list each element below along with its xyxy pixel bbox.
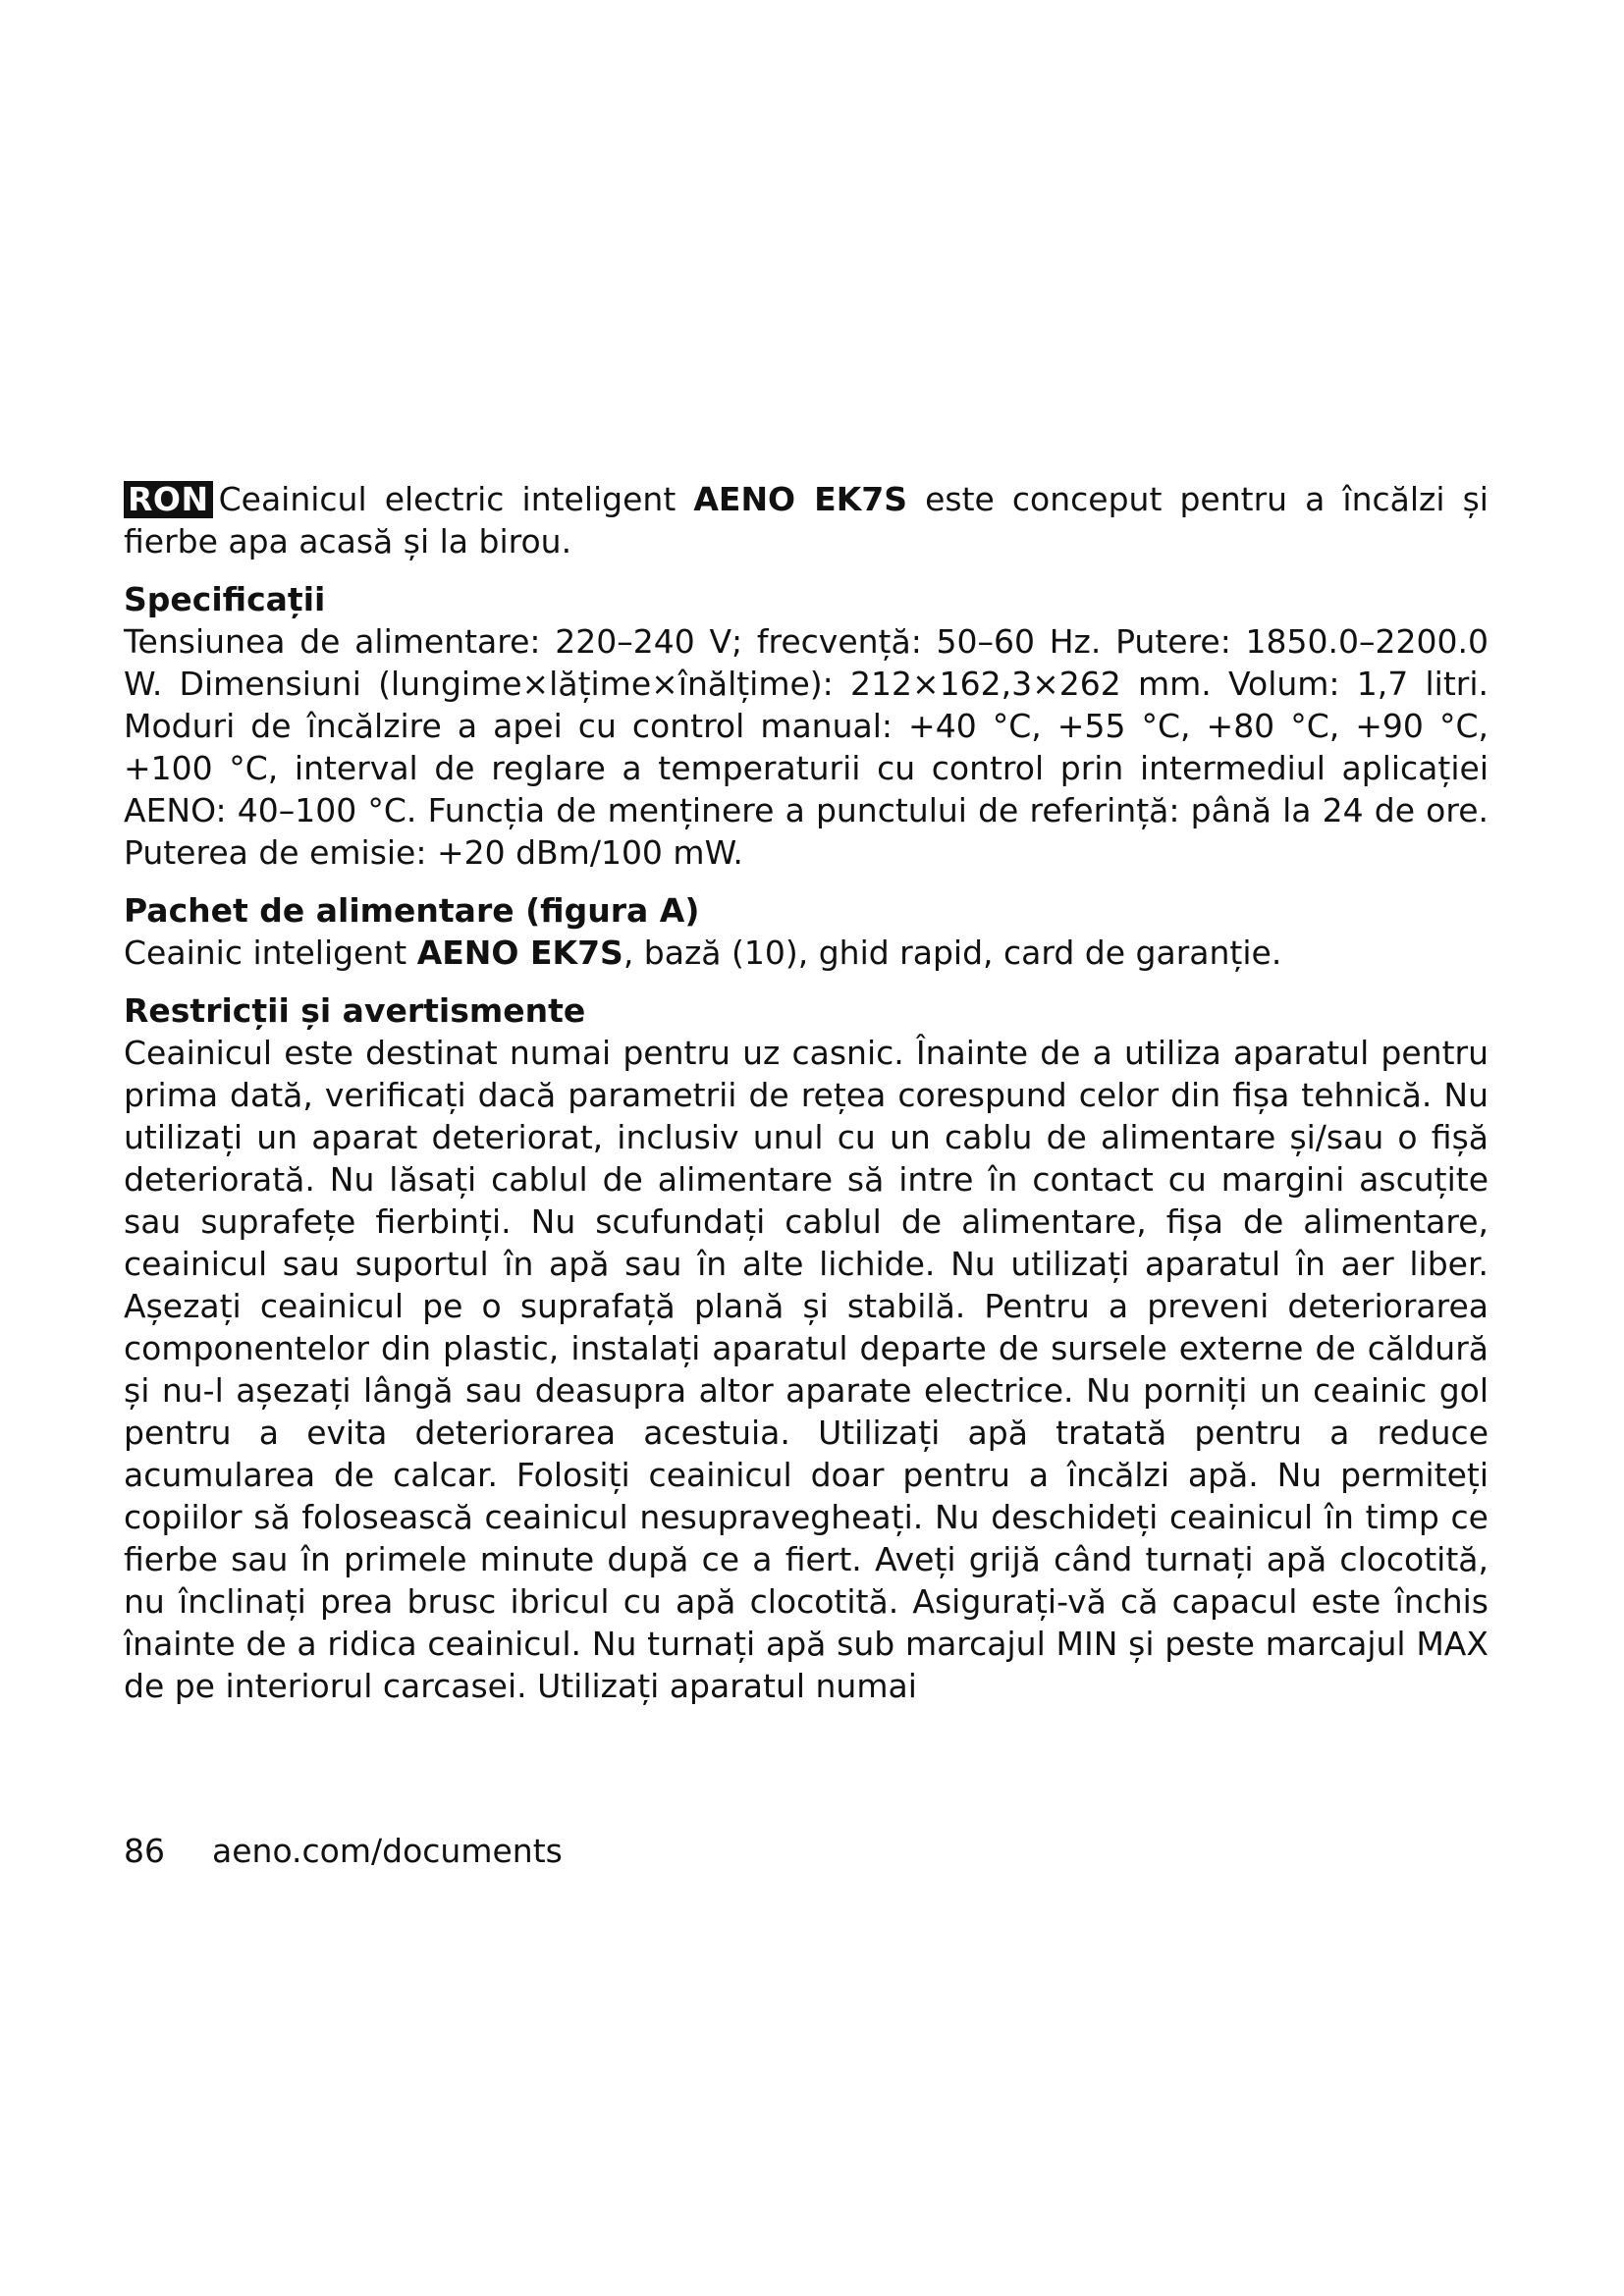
intro-paragraph — [124, 478, 1489, 562]
page-number: 86 — [124, 1832, 165, 1870]
warnings-section — [124, 989, 1489, 1707]
page-footer — [124, 1830, 563, 1872]
package-text-before: Ceainic inteligent — [124, 934, 417, 972]
warnings-heading: Restricții și avertismente — [124, 991, 586, 1030]
intro-text-before: Ceainicul electric inteligent — [218, 480, 694, 518]
language-badge: RON — [124, 481, 213, 518]
package-section — [124, 889, 1489, 974]
footer-url: aeno.com/documents — [212, 1832, 563, 1870]
package-text — [124, 932, 1489, 974]
package-model-name: AENO EK7S — [416, 934, 623, 972]
specifications-heading: Specificații — [124, 580, 326, 618]
warnings-text: Ceainicul este destinat numai pentru uz casnic. Înainte de a utiliza aparatul pentru prima dată, verificați dacă parametrii de rețea corespund celor din fișa tehnică. Nu utilizați un aparat deteriorat, inclusiv unul cu un cablu de alimentare și/sau o fișă deteriorată. Nu lăsați cablul de alimentare să intre în contact cu margini ascuțite sau suprafețe fierbinți. Nu scufundați cablul de alimentare, fișa de alimentare, ceainicul sau suportul în apă sau în alte lichide. Nu utilizați aparatul în aer liber. Așezați ceainicul pe o suprafață plană și stabilă. Pentru a preveni deteriorarea componentelor din plastic, instalați aparatul departe de sursele externe de căldură și nu-l așezați lângă sau deasupra altor aparate electrice. Nu porniți un ceainic gol pentru a evita deteriorarea acestuia. Utilizați apă tratată pentru a reduce acumularea de calcar. Folosiți ceainicul doar pentru a încălzi apă. Nu permiteți copiilor să folosească ceainicul nesupravegheați. Nu deschideți ceainicul în timp ce fierbe sau în primele minute după ce a fiert. Aveți grijă când turnați apă clocotită, nu înclinați prea brusc ibricul cu apă clocotită. Asigurați-vă că capacul este închis înainte de a ridica ceainicul. Nu turnați apă sub marcajul MIN și peste marcajul MAX de pe interiorul carcasei. Utilizați aparatul numai — [124, 1034, 1489, 1705]
document-body — [124, 478, 1489, 1707]
package-text-after: , bază (10), ghid rapid, card de garanție. — [623, 934, 1282, 972]
specifications-section — [124, 578, 1489, 874]
intro-model-name: AENO EK7S — [693, 480, 908, 518]
intro-text-after: este conceput pentru a încălzi și fierbe apa acasă și la birou. — [124, 480, 1489, 561]
specifications-text: Tensiunea de alimentare: 220–240 V; frecvență: 50–60 Hz. Putere: 1850.0–2200.0 W. Dimensiuni (lungime×lățime×înălțime): 212×162,3×262 mm. Volum: 1,7 litri. Moduri de încălzire a apei cu control manual: +40 °C, +55 °C, +80 °C, +90 °C, +100 °C, interval de reglare a temperaturii cu control prin intermediul aplicației AENO: 40–100 °C. Funcția de menținere a punctului de referință: până la 24 de ore. Puterea de emisie: +20 dBm/100 mW. — [124, 622, 1489, 872]
package-heading: Pachet de alimentare (figura A) — [124, 891, 700, 930]
